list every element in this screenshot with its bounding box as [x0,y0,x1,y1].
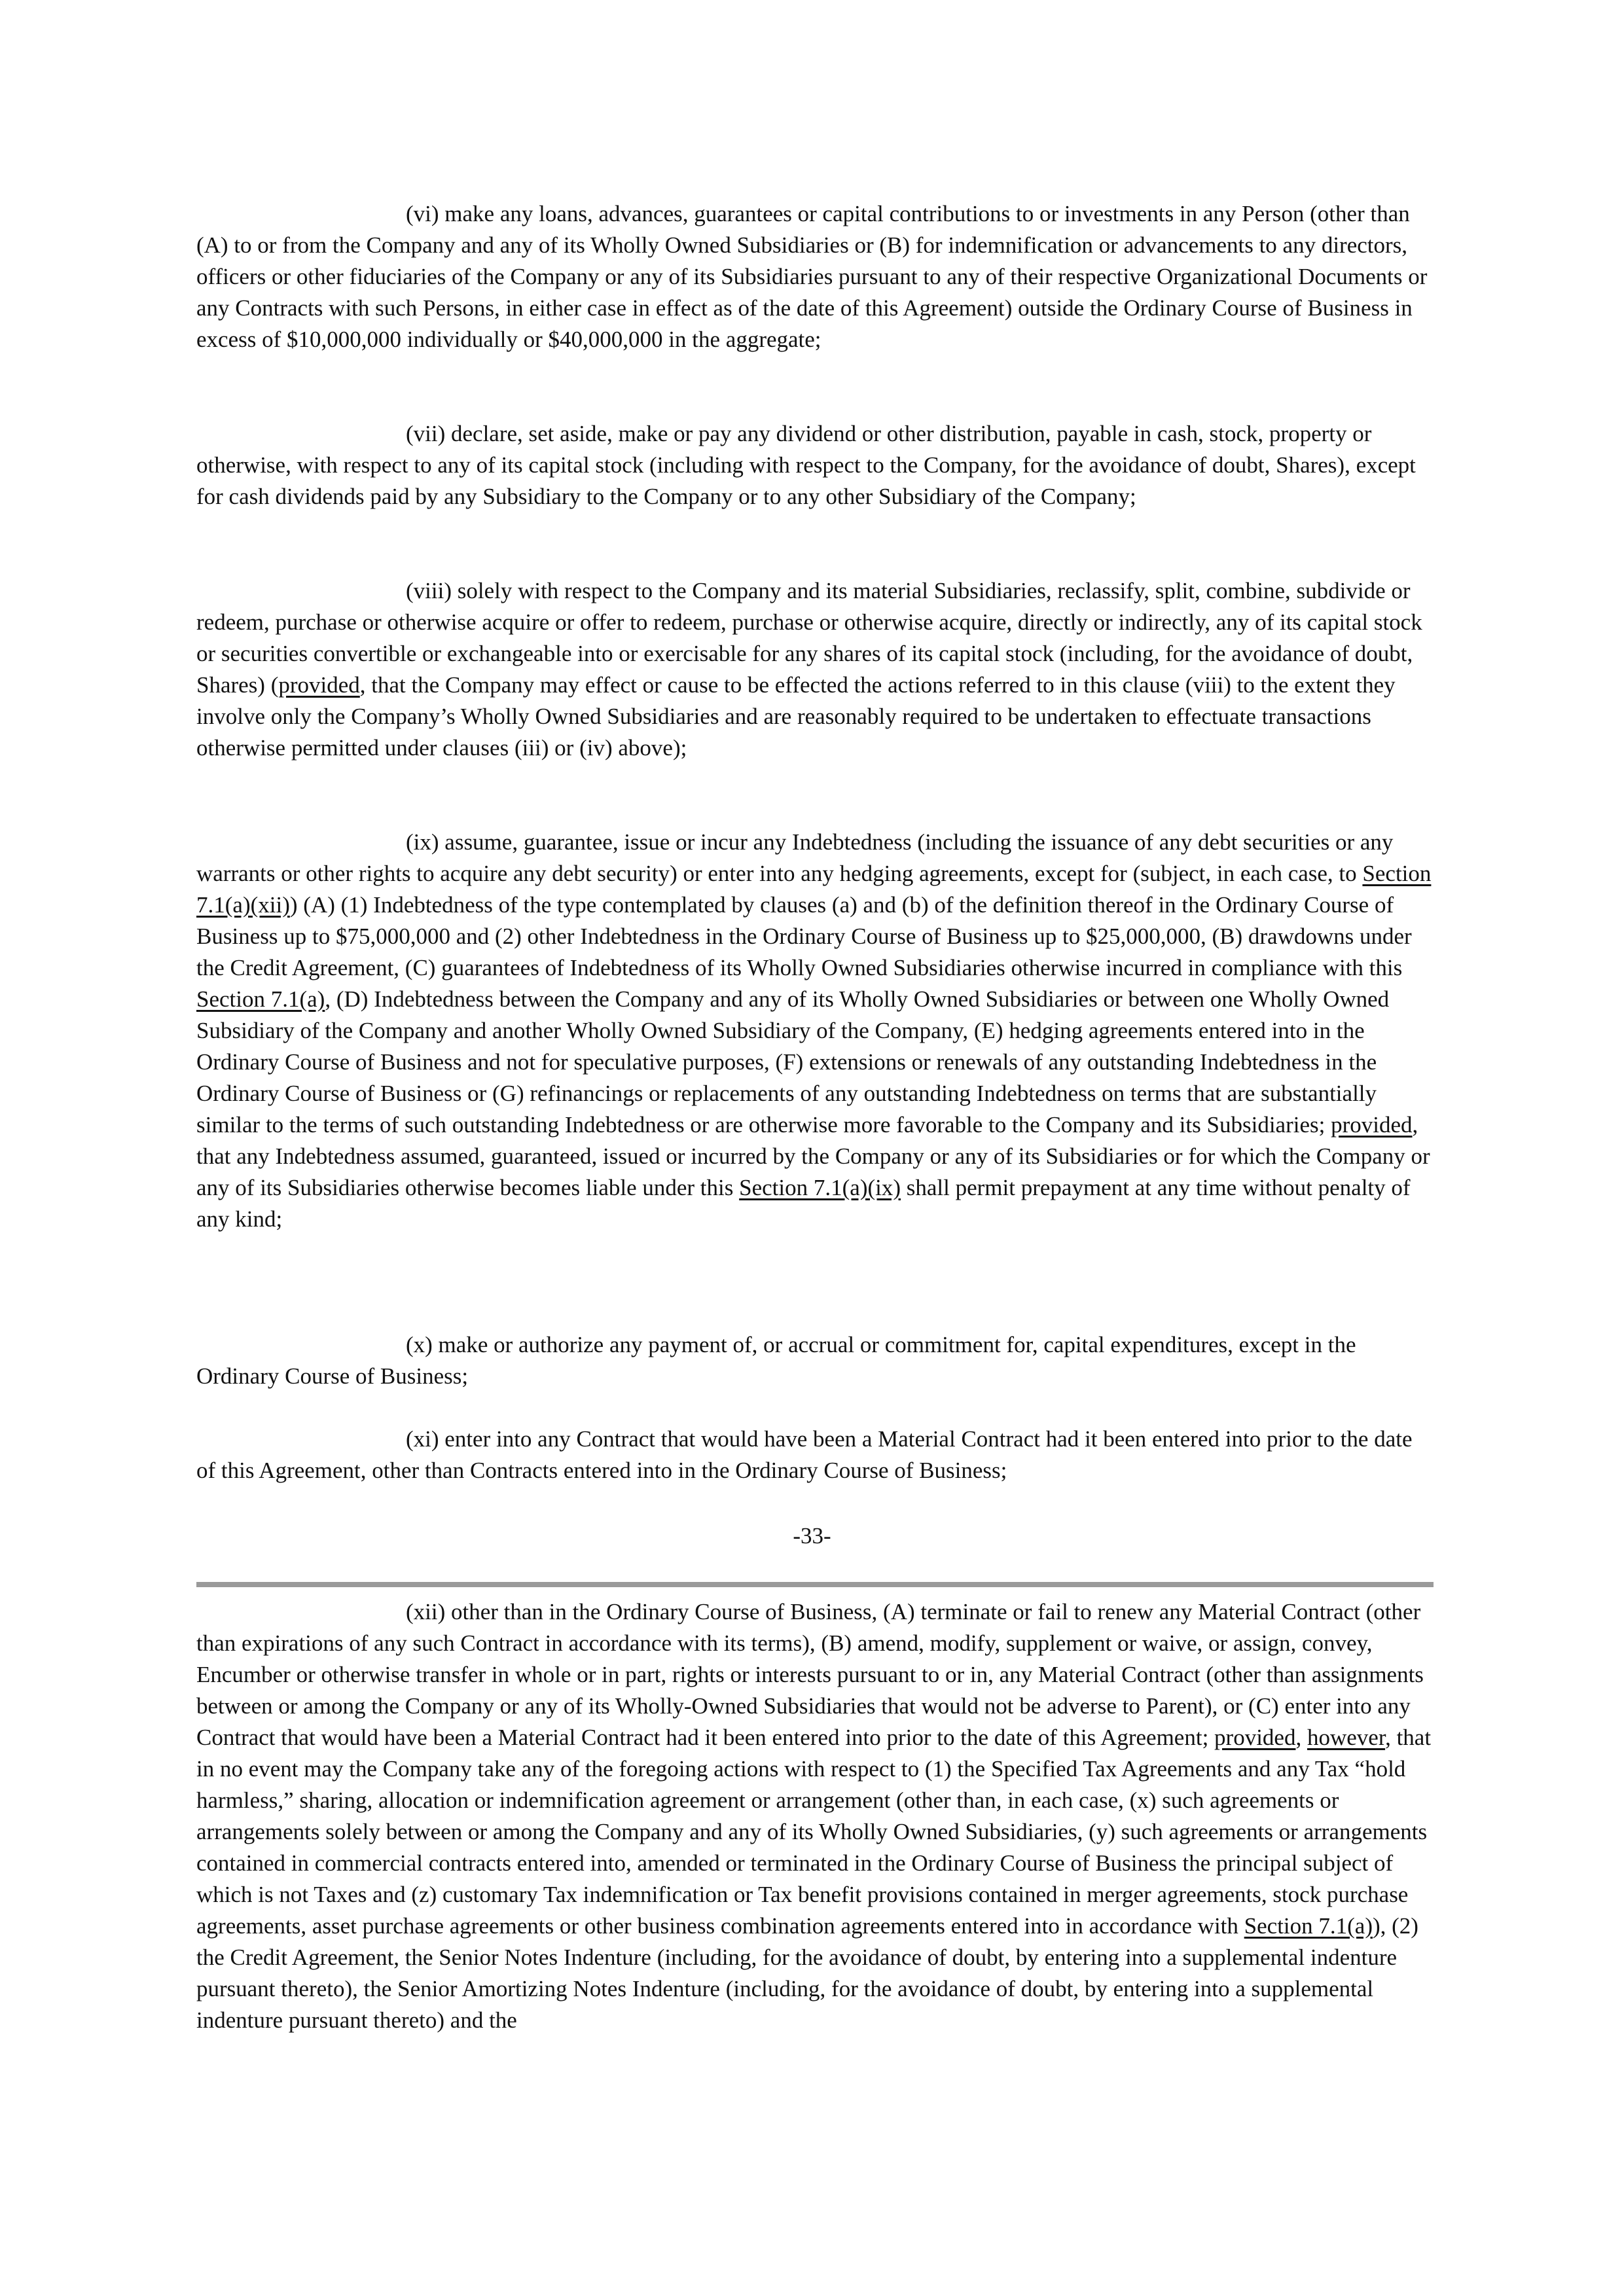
clause-xi-paragraph [196,1424,1434,1486]
text-run: (x) make or authorize any payment of, or accrual or commitment for, capital expenditures, except in the Ordinary Course of Business; [196,1332,1356,1389]
section-reference: Section 7.1(a) [196,986,325,1012]
clause-viii-paragraph [196,575,1434,764]
text-run: , that the Company may effect or cause to be effected the actions referred to in this clause (viii) to the extent they involve only the Company’s Wholly Owned Subsidiaries and are reasonably required to be undertaken to effectuate transactions otherwise permitted under clauses (iii) or (iv) above); [196,672,1396,761]
text-run: (vii) declare, set aside, make or pay any dividend or other distribution, payable in cash, stock, property or otherwise, with respect to any of its capital stock (including with respect to the Company, for the avoidance of doubt, Shares), except for cash dividends paid by any Subsidiary to the Company or to any other Subsidiary of the Company; [196,421,1416,509]
text-run: , (D) Indebtedness between the Company and any of its Wholly Owned Subsidiaries or between one Wholly Owned Subsidiary of the Company and another Wholly Owned Subsidiary of the Company, (E) hedging agreements entered into in the Ordinary Course of Business and not for speculative purposes, (F) extensions or renewals of any outstanding Indebtedness in the Ordinary Course of Business or (G) refinancings or replacements of any outstanding Indebtedness on terms that are substantially similar to the terms of such outstanding Indebtedness or are otherwise more favorable to the Company and its Subsidiaries; [196,986,1390,1138]
text-run: ), (2) the Credit Agreement, the Senior Notes Indenture (including, for the avoidance of doubt, by entering into a supplemental indenture pursuant thereto), the Senior Amortizing Notes Indenture (including, for the avoidance of doubt, by entering into a supplemental indenture pursuant thereto) and the [196,1913,1418,2033]
clause-vii-paragraph [196,418,1434,512]
text-run: , that in no event may the Company take any of the foregoing actions with respect to (1) the Specified Tax Agreements and any Tax “hold harmless,” sharing, allocation or indemnification agreement or arrangement (other than, in each case, (x) such agreements or arrangements solely between or among the Company and any of its Wholly Owned Subsidiaries, (y) such agreements or arrangements contained in commercial contracts entered into, amended or terminated in the Ordinary Course of Business the principal subject of which is not Taxes and (z) customary Tax indemnification or Tax benefit provisions contained in merger agreements, stock purchase agreements, asset purchase agreements or other business combination agreements entered into in accordance with [196,1725,1432,1939]
underlined-term: provided [278,672,360,698]
text-run: (viii) solely with respect to the Company and its material Subsidiaries, reclassify, split, combine, subdivide or redeem, purchase or otherwise acquire or offer to redeem, purchase or otherwise acquire, directly or indirectly, any of its capital stock or securities convertible or exchangeable into or exercisable for any shares of its capital stock (including, for the avoidance of doubt, Shares) ( [196,578,1422,698]
clause-xii-paragraph [196,1596,1434,2036]
page-divider [196,1582,1434,1587]
underlined-term: provided [1331,1112,1413,1138]
text-run: (xi) enter into any Contract that would have been a Material Contract had it been entered into prior to the date of this Agreement, other than Contracts entered into in the Ordinary Course of Business; [196,1426,1413,1483]
text-run: (xii) other than in the Ordinary Course of Business, (A) terminate or fail to renew any Material Contract (other than expirations of any such Contract in accordance with its terms), (B) amend, modify, supplement or waive, or assign, convey, Encumber or otherwise transfer in whole or in part, rights or interests pursuant to or in, any Material Contract (other than assignments between or among the Company or any of its Wholly-Owned Subsidiaries that would not be adverse to Parent), or (C) enter into any Contract that would have been a Material Contract had it been entered into prior to the date of this Agreement; [196,1599,1424,1750]
section-reference: Section 7.1(a) [1244,1913,1373,1939]
text-run: , [1295,1725,1307,1750]
text-run: , that any Indebtedness assumed, guaranteed, issued or incurred by the Company or any of its Subsidiaries or for which the Company or any of its Subsidiaries otherwise becomes liable under this [196,1112,1430,1200]
section-reference: Section 7.1(a)(ix) [739,1175,901,1200]
underlined-term: provided [1214,1725,1296,1750]
clause-vi-paragraph [196,198,1434,355]
page-number: -33- [793,1523,831,1549]
clause-x-paragraph [196,1329,1434,1392]
text-run: ) (A) (1) Indebtedness of the type contemplated by clauses (a) and (b) of the definition thereof in the Ordinary Course of Business up to $75,000,000 and (2) other Indebtedness in the Ordinary Course of Business up to $25,000,000, (B) drawdowns under the Credit Agreement, (C) guarantees of Indebtedness of its Wholly Owned Subsidiaries otherwise incurred in compliance with this [196,892,1412,980]
underlined-term: however [1307,1725,1386,1750]
section-reference: Section 7.1(a)(xii) [196,861,1432,918]
text-run: (ix) assume, guarantee, issue or incur any Indebtedness (including the issuance of any debt securities or any warrants or other rights to acquire any debt security) or enter into any hedging agreements, except for (subject, in each case, to [196,829,1394,886]
text-run: (vi) make any loans, advances, guarantees or capital contributions to or investments in any Person (other than (A) to or from the Company and any of its Wholly Owned Subsidiaries or (B) for indemnification or advancements to any directors, officers or other fiduciaries of the Company or any of its Subsidiaries pursuant to any of their respective Organizational Documents or any Contracts with such Persons, in either case in effect as of the date of this Agreement) outside the Ordinary Course of Business in excess of $10,000,000 individually or $40,000,000 in the aggregate; [196,201,1428,352]
clause-ix-paragraph [196,827,1434,1235]
text-run: shall permit prepayment at any time without penalty of any kind; [196,1175,1411,1232]
